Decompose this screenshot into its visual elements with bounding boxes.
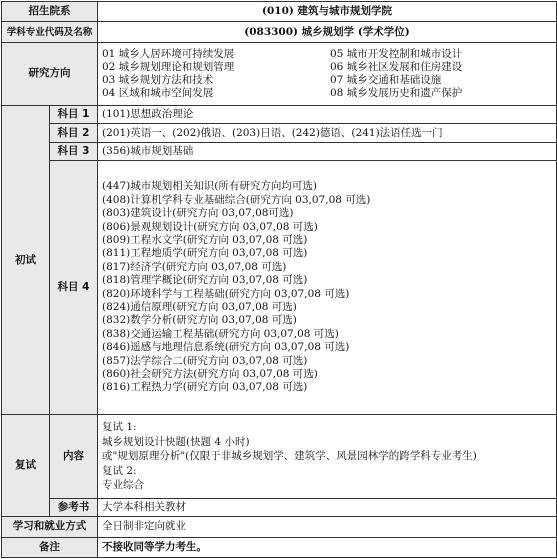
research-direction-item: 08 城乡发展历史和遗产保护: [330, 86, 463, 99]
row-subject-2: [2, 124, 557, 142]
research-direction-item: 06 城乡社区发展和住房建设: [330, 60, 463, 73]
research-directions-label: 研究方向: [2, 42, 98, 105]
row-study-mode: [2, 517, 557, 537]
subject-4-option: (860)社会研究方法(研究方向 03,07,08 可选): [102, 368, 318, 381]
row-subject-1: [2, 106, 557, 124]
retest-content-line: 城乡规划设计快题(快题 4 小时): [102, 435, 250, 448]
subject-2-value: (201)英语一、(202)俄语、(203)日语、(242)德语、(241)法语任选一门: [98, 124, 557, 142]
subject-4-option: (824)通信原理(研究方向 03,07,08 可选): [102, 301, 297, 314]
references-label: 参考书: [50, 498, 98, 516]
research-directions-list: [98, 42, 557, 105]
initial-exam-label: 初试: [2, 106, 50, 415]
subject-4-option: (806)景观规划设计(研究方向 03,07,08 可选): [102, 220, 318, 233]
subject-4-option: (857)法学综合二(研究方向 03,07,08 可选): [102, 354, 308, 367]
subject-4-option: (846)遥感与地理信息系统(研究方向 03,07,08 可选): [102, 341, 350, 354]
retest-content-label: 内容: [50, 415, 98, 499]
retest-content-value: [98, 415, 557, 499]
research-direction-item: 03 城乡规划方法和技术: [102, 73, 214, 86]
subject-2-label: 科目 2: [50, 124, 98, 142]
notes-label: 备注: [2, 537, 98, 557]
subject-4-option: (447)城市规划相关知识(所有研究方向均可选): [102, 180, 317, 193]
research-direction-item: 05 城市开发控制和城市设计: [330, 47, 463, 60]
row-research-directions: [2, 42, 557, 105]
program-label: 学科专业代码及名称: [2, 22, 98, 42]
subject-3-label: 科目 3: [50, 142, 98, 160]
subject-4-option: (803)建筑设计(研究方向 03,07,08可选): [102, 207, 294, 220]
row-program: [2, 22, 557, 42]
subject-4-option: (820)环境科学与工程基础(研究方向 03,07,08 可选): [102, 287, 350, 300]
research-direction-item: 07 城乡交通和基础设施: [330, 73, 442, 86]
subject-4-option: (816)工程热力学(研究方向 03,07,08 可选): [102, 381, 308, 394]
program-value: (083300) 城乡规划学 (学术学位): [98, 22, 557, 42]
research-direction-item: 02 城乡规划理论和规划管理: [102, 60, 235, 73]
row-admission-college: [2, 2, 557, 22]
research-direction-item: 01 城乡人居环境可持续发展: [102, 47, 235, 60]
row-retest-content: [2, 415, 557, 499]
subject-4-option: (811)工程地质学(研究方向 03,07,08 可选): [102, 247, 308, 260]
row-subject-3: [2, 142, 557, 160]
references-value: 大学本科相关教材: [98, 498, 557, 516]
subject-4-options: [98, 161, 557, 415]
subject-4-option: (838)交通运输工程基础(研究方向 03,07,08 可选): [102, 327, 339, 340]
subject-4-option: (817)经济学(研究方向 03,07,08 可选): [102, 260, 287, 273]
subject-4-option: (809)工程水文学(研究方向 03,07,08 可选): [102, 233, 308, 246]
subject-4-option: (408)计算机学科专业基础综合(研究方向 03,07,08 可选): [102, 193, 371, 206]
admission-college-value: (010) 建筑与城市规划学院: [98, 2, 557, 22]
admission-college-label: 招生院系: [2, 2, 98, 22]
row-notes: [2, 537, 557, 557]
row-references: [2, 498, 557, 516]
subject-4-option: (818)管理学概论(研究方向 03,07,08 可选): [102, 274, 308, 287]
retest-content-line: 专业综合: [102, 479, 144, 492]
subject-1-value: (101)思想政治理论: [98, 106, 557, 124]
subject-4-option: (832)数学分析(研究方向 03,07,08 可选): [102, 314, 297, 327]
retest-content-line: 复试 1:: [102, 421, 137, 434]
admission-info-table: [1, 1, 557, 558]
retest-content-line: 或"规划原理分析"(仅限于非城乡规划学、建筑学、风景园林学的跨学科专业考生): [102, 450, 477, 463]
notes-value: 不接收同等学力考生。: [98, 537, 557, 557]
subject-3-value: (356)城市规划基础: [98, 142, 557, 160]
subject-1-label: 科目 1: [50, 106, 98, 124]
retest-label: 复试: [2, 415, 50, 517]
research-direction-item: 04 区域和城市空间发展: [102, 86, 214, 99]
subject-4-label: 科目 4: [50, 161, 98, 415]
row-subject-4: [2, 161, 557, 415]
retest-content-line: 复试 2:: [102, 464, 137, 477]
study-mode-label: 学习和就业方式: [2, 517, 98, 537]
study-mode-value: 全日制非定向就业: [98, 517, 557, 537]
